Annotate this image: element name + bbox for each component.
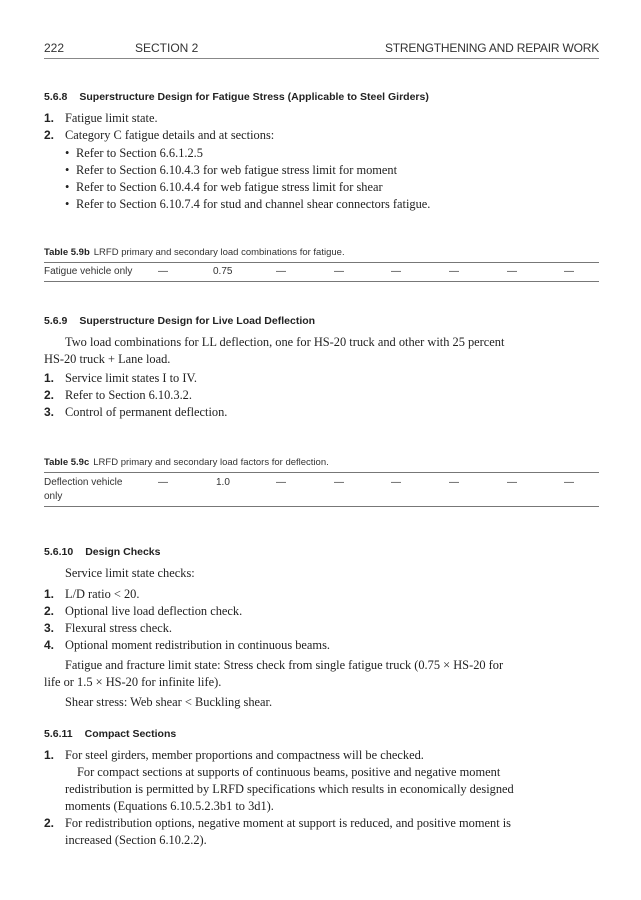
table-cell: — <box>564 266 574 277</box>
list-text: Service limit states I to IV. <box>65 371 197 385</box>
section-number: 5.6.9 <box>44 315 68 327</box>
page-number: 222 <box>44 41 65 55</box>
table-top-rule <box>44 262 599 263</box>
table-label: Table 5.9b <box>44 247 90 258</box>
table-cell: — <box>158 266 168 277</box>
table-caption-text: LRFD primary and secondary load factors for deflection. <box>93 457 329 468</box>
table-cell: — <box>276 266 286 277</box>
table-cell: 1.0 <box>216 477 230 488</box>
table-cell: — <box>276 477 286 488</box>
list-number: 3. <box>44 621 55 635</box>
paragraph-line: moments (Equations 6.10.5.2.3b1 to 3d1). <box>65 799 274 813</box>
table-cell: — <box>334 266 344 277</box>
section-title: Compact Sections <box>84 728 177 740</box>
list-number: 2. <box>44 604 55 618</box>
list-number: 2. <box>44 388 55 402</box>
list-text: Control of permanent deflection. <box>65 405 228 419</box>
bullet-dot: • <box>65 197 70 211</box>
section-number: 5.6.10 <box>44 546 74 558</box>
table-caption-5-9b <box>44 247 345 258</box>
list-number: 2. <box>44 128 55 142</box>
table-label: Table 5.9c <box>44 457 90 468</box>
bullet-text: Refer to Section 6.10.4.4 for web fatigue stress limit for shear <box>76 180 383 194</box>
table-bottom-rule <box>44 281 599 282</box>
paragraph-line: Two load combinations for LL deflection, one for HS-20 truck and other with 25 percent <box>65 335 505 349</box>
section-number: 5.6.11 <box>44 728 73 740</box>
list-number: 4. <box>44 638 55 652</box>
list-number: 1. <box>44 371 55 385</box>
bullet-text: Refer to Section 6.6.1.2.5 <box>76 146 203 160</box>
section-heading-5-6-10 <box>44 546 160 558</box>
section-title: Superstructure Design for Fatigue Stress (Applicable to Steel Girders) <box>79 91 429 103</box>
paragraph-line: Service limit state checks: <box>65 566 195 580</box>
list-text: Fatigue limit state. <box>65 111 158 125</box>
section-title: Superstructure Design for Live Load Deflection <box>79 315 316 327</box>
table-cell: — <box>449 477 459 488</box>
section-title: Design Checks <box>85 546 161 558</box>
table-cell: 0.75 <box>213 266 233 277</box>
table-caption-text: LRFD primary and secondary load combinations for fatigue. <box>93 247 345 258</box>
bullet-dot: • <box>65 146 70 160</box>
list-text: For steel girders, member proportions and compactness will be checked. <box>65 748 424 762</box>
table-caption-5-9c <box>44 457 329 468</box>
table-row-label: Deflection vehicle <box>44 477 123 488</box>
list-number: 1. <box>44 111 55 125</box>
list-number: 1. <box>44 748 55 762</box>
section-heading-5-6-9 <box>44 315 315 327</box>
bullet-dot: • <box>65 180 70 194</box>
section-heading-5-6-8 <box>44 91 429 103</box>
table-cell: — <box>391 266 401 277</box>
list-text: Flexural stress check. <box>65 621 173 635</box>
table-row-label-cont: only <box>44 491 63 502</box>
section-number: 5.6.8 <box>44 91 68 103</box>
list-text: For redistribution options, negative moment at support is reduced, and positive moment is <box>65 816 511 830</box>
paragraph-line: increased (Section 6.10.2.2). <box>65 833 207 847</box>
list-number: 1. <box>44 587 55 601</box>
paragraph-line: Shear stress: Web shear < Buckling shear. <box>65 695 273 709</box>
bullet-text: Refer to Section 6.10.4.3 for web fatigue stress limit for moment <box>76 163 398 177</box>
table-bottom-rule <box>44 506 599 507</box>
list-number: 2. <box>44 816 55 830</box>
paragraph-line: Fatigue and fracture limit state: Stress check from single fatigue truck (0.75 × HS-20 for <box>65 658 504 672</box>
header-rule <box>44 58 599 59</box>
table-cell: — <box>334 477 344 488</box>
table-cell: — <box>564 477 574 488</box>
table-cell: — <box>158 477 168 488</box>
running-chapter: STRENGTHENING AND REPAIR WORK <box>385 41 599 55</box>
section-heading-5-6-11 <box>44 728 176 740</box>
list-text: Optional moment redistribution in continuous beams. <box>65 638 330 652</box>
list-text: Optional live load deflection check. <box>65 604 243 618</box>
list-text: Category C fatigue details and at sections: <box>65 128 275 142</box>
paragraph-line: redistribution is permitted by LRFD specifications which results in economically designed <box>65 782 514 796</box>
table-cell: — <box>391 477 401 488</box>
paragraph-line: life or 1.5 × HS-20 for infinite life). <box>44 675 222 689</box>
bullet-dot: • <box>65 163 70 177</box>
table-cell: — <box>507 477 517 488</box>
table-cell: — <box>449 266 459 277</box>
list-text: L/D ratio < 20. <box>65 587 140 601</box>
list-text: Refer to Section 6.10.3.2. <box>65 388 192 402</box>
paragraph-line: HS-20 truck + Lane load. <box>44 352 171 366</box>
bullet-text: Refer to Section 6.10.7.4 for stud and channel shear connectors fatigue. <box>76 197 431 211</box>
table-row-label: Fatigue vehicle only <box>44 266 133 277</box>
list-number: 3. <box>44 405 55 419</box>
table-top-rule <box>44 472 599 473</box>
table-cell: — <box>507 266 517 277</box>
paragraph-line: For compact sections at supports of continuous beams, positive and negative moment <box>77 765 501 779</box>
running-section: SECTION 2 <box>135 41 199 55</box>
